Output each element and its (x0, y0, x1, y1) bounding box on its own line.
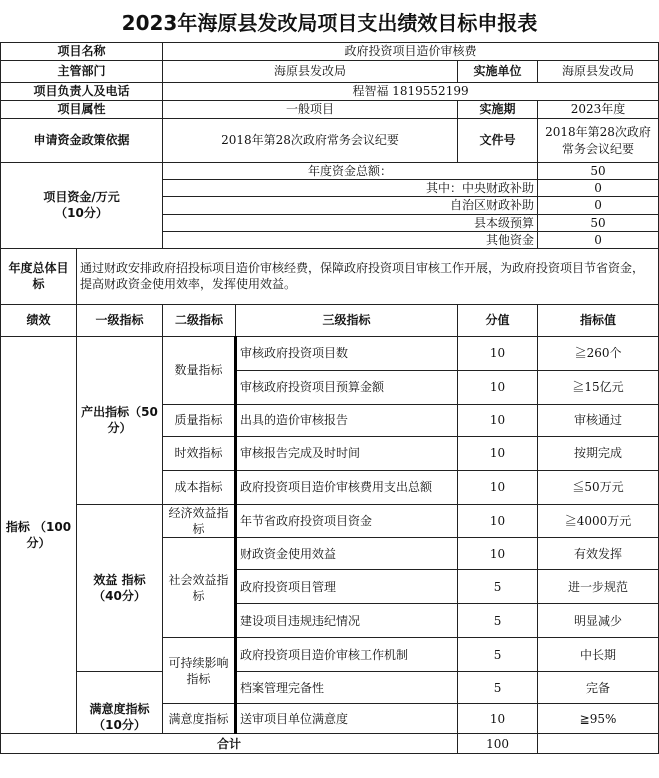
indicator-name: 档案管理完备性 (236, 672, 458, 704)
dept-label: 主管部门 (1, 61, 163, 83)
indicator-score: 10 (458, 436, 538, 470)
doc-label: 文件号 (458, 119, 538, 163)
funds-row-value: 50 (538, 163, 659, 180)
page-title: 2023年海原县发改局项目支出绩效目标申报表 (121, 10, 538, 35)
indicator-value: ≧260个 (538, 336, 659, 370)
quality-group: 质量指标 (163, 404, 236, 436)
indicator-name: 审核政府投资项目数 (236, 336, 458, 370)
indicator-score: 5 (458, 570, 538, 604)
timeliness-group: 时效指标 (163, 436, 236, 470)
total-value: 100 (458, 734, 538, 754)
indicator-value: ≦50万元 (538, 470, 659, 504)
attr-label: 项目属性 (1, 101, 163, 119)
indicator-value: 明显减少 (538, 604, 659, 638)
indicator-value: 按期完成 (538, 436, 659, 470)
indicator-score: 10 (458, 370, 538, 404)
value-header: 指标值 (538, 304, 659, 336)
funds-row-label: 其中：中央财政补助 (163, 180, 538, 197)
policy-value: 2018年第28次政府常务会议纪要 (163, 119, 458, 163)
project-name-label: 项目名称 (1, 43, 163, 61)
indicator-name: 政府投资项目管理 (236, 570, 458, 604)
doc-value: 2018年第28次政府常务会议纪要 (538, 119, 659, 163)
indicator-value: 完备 (538, 672, 659, 704)
indicator-value: ≧4000万元 (538, 504, 659, 537)
level3-header: 三级指标 (236, 304, 458, 336)
level2-header: 二级指标 (163, 304, 236, 336)
social-group: 社会效益指标 (163, 538, 236, 638)
funds-row-value: 0 (538, 180, 659, 197)
level1-header: 一级指标 (77, 304, 163, 336)
indicator-score: 10 (458, 470, 538, 504)
perf-header: 绩效 (1, 304, 77, 336)
indicator-score: 10 (458, 538, 538, 570)
satis-group: 满意度指标 (163, 704, 236, 734)
attr-value: 一般项目 (163, 101, 458, 119)
score-header: 分值 (458, 304, 538, 336)
funds-row-value: 50 (538, 214, 659, 231)
funds-row-label: 其他资金 (163, 231, 538, 248)
indicator-name: 审核政府投资项目预算金额 (236, 370, 458, 404)
benefit-group: 效益 指标（40分） (77, 504, 163, 671)
funds-row-value: 0 (538, 197, 659, 214)
dept-value: 海原县发改局 (163, 61, 458, 83)
indicator-value: 进一步规范 (538, 570, 659, 604)
indicator-name: 财政资金使用效益 (236, 538, 458, 570)
total-empty (538, 734, 659, 754)
indicator-value: 有效发挥 (538, 538, 659, 570)
indicator-name: 政府投资项目造价审核工作机制 (236, 638, 458, 672)
project-name-value: 政府投资项目造价审核费 (163, 43, 659, 61)
funds-row-value: 0 (538, 231, 659, 248)
indicator-name: 建设项目违规违纪情况 (236, 604, 458, 638)
indicator-value: 审核通过 (538, 404, 659, 436)
goal-label: 年度总体目标 (1, 248, 77, 304)
impl-unit-value: 海原县发改局 (538, 61, 659, 83)
period-value: 2023年度 (538, 101, 659, 119)
indicator-score: 10 (458, 404, 538, 436)
funds-row-label: 自治区财政补助 (163, 197, 538, 214)
indicator-name: 年节省政府投资项目资金 (236, 504, 458, 537)
sustain-group: 可持续影响指标 (163, 638, 236, 704)
output-group: 产出指标（50分） (77, 336, 163, 504)
quantity-group: 数量指标 (163, 336, 236, 404)
perf-indicator-label: 指标 （100分） (1, 336, 77, 733)
impl-unit-label: 实施单位 (458, 61, 538, 83)
leader-label: 项目负责人及电话 (1, 83, 163, 101)
indicator-score: 10 (458, 504, 538, 537)
indicator-value: ≧95% (538, 704, 659, 734)
performance-table (0, 42, 659, 754)
funds-row-label: 县本级预算 (163, 214, 538, 231)
total-label: 合计 (1, 734, 458, 754)
funds-label: 项目资金/万元 （10分） (1, 163, 163, 249)
indicator-score: 5 (458, 604, 538, 638)
satisfaction-group: 满意度指标（10分） (77, 672, 163, 734)
indicator-name: 审核报告完成及时时间 (236, 436, 458, 470)
goal-text: 通过财政安排政府招投标项目造价审核经费，保障政府投资项目审核工作开展，为政府投资项目节省资金，提高财政资金使用效率，发挥使用效益。 (77, 248, 659, 304)
indicator-score: 5 (458, 672, 538, 704)
period-label: 实施期 (458, 101, 538, 119)
indicator-value: 中长期 (538, 638, 659, 672)
funds-row-label: 年度资金总额： (163, 163, 538, 180)
indicator-score: 5 (458, 638, 538, 672)
cost-group: 成本指标 (163, 470, 236, 504)
economic-group: 经济效益指标 (163, 504, 236, 537)
indicator-name: 送审项目单位满意度 (236, 704, 458, 734)
policy-label: 申请资金政策依据 (1, 119, 163, 163)
indicator-name: 出具的造价审核报告 (236, 404, 458, 436)
indicator-value: ≧15亿元 (538, 370, 659, 404)
leader-value: 程智福 1819552199 (163, 83, 659, 101)
indicator-score: 10 (458, 336, 538, 370)
indicator-score: 10 (458, 704, 538, 734)
indicator-name: 政府投资项目造价审核费用支出总额 (236, 470, 458, 504)
